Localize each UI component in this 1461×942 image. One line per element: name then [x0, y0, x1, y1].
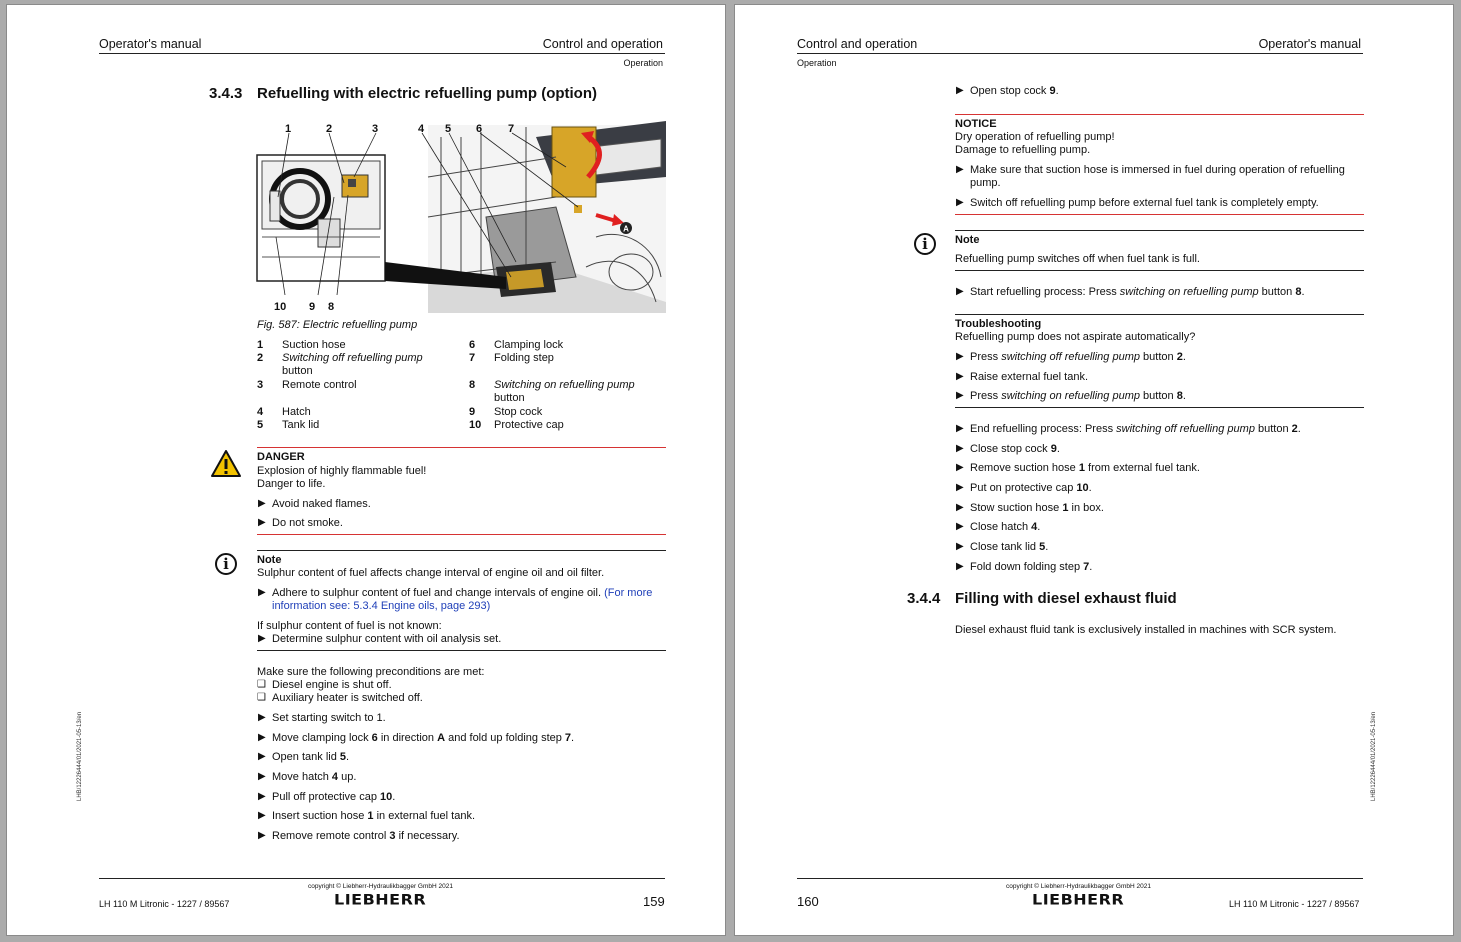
step-protective-cap: Pull off protective cap 10. [272, 791, 396, 803]
step-bullet: ▶ [258, 771, 266, 782]
troubleshooting-line-1: Refuelling pump does not aspirate automatically? [955, 331, 1196, 343]
callout-6: 6 [476, 123, 483, 135]
section-number: 3.4.4 [907, 590, 941, 607]
step-bullet: ▶ [956, 85, 964, 96]
warning-triangle-icon [210, 449, 242, 478]
note-line-1: Sulphur content of fuel affects change interval of engine oil and oil filter. [257, 567, 605, 579]
page-number: 160 [797, 894, 819, 909]
legend-num: 10 [469, 419, 482, 431]
step-bullet: ▶ [956, 371, 964, 382]
legend-num: 2 [257, 352, 264, 364]
callout-2: 2 [326, 123, 333, 135]
footer-rule [99, 878, 665, 879]
note-title: Note [257, 554, 282, 566]
page-160 [734, 4, 1454, 936]
danger-top-rule [257, 447, 666, 448]
note-title: Note [955, 234, 980, 246]
step-starting-switch: Set starting switch to 1. [272, 712, 386, 724]
footer-model: LH 110 M Litronic - 1227 / 89567 [1229, 899, 1360, 909]
refuelling-pump-figure [256, 117, 666, 317]
step-bullet: ▶ [258, 587, 266, 598]
legend-text: Switching off refuelling pump [282, 352, 423, 364]
step-hatch: Move hatch 4 up. [272, 771, 357, 783]
legend-num: 3 [257, 379, 264, 391]
legend-num: 9 [469, 406, 476, 418]
page-159 [6, 4, 726, 936]
liebherr-logo: LIEBHERR [1032, 890, 1125, 909]
section-title: Refuelling with electric refuelling pump (option) [257, 85, 598, 102]
footer-model: LH 110 M Litronic - 1227 / 89567 [99, 899, 230, 909]
step-close-hatch: Close hatch 4. [970, 521, 1041, 533]
danger-step-1: Avoid naked flames. [272, 498, 371, 510]
legend-num: 1 [257, 339, 264, 351]
document-code: LHB/12226444/01/2021-05-13/en [1371, 711, 1377, 801]
legend-text: button [282, 365, 313, 377]
step-close-tank-lid: Close tank lid 5. [970, 541, 1049, 553]
troubleshooting-title: Troubleshooting [955, 318, 1042, 330]
legend-text: Stop cock [494, 406, 543, 418]
danger-title: DANGER [257, 451, 305, 463]
note-line-2: If sulphur content of fuel is not known: [257, 620, 442, 632]
footer-rule [797, 878, 1363, 879]
step-start-refuelling: Start refuelling process: Press switching on refuelling pump button 8. [970, 286, 1305, 298]
header-right: Control and operation [542, 37, 663, 51]
note-step-1 [272, 587, 672, 600]
legend-num: 7 [469, 352, 476, 364]
step-bullet: ▶ [956, 541, 964, 552]
step-bullet: ▶ [258, 791, 266, 802]
step-bullet: ▶ [258, 830, 266, 841]
danger-step-2: Do not smoke. [272, 517, 343, 529]
callout-4: 4 [418, 123, 425, 135]
checkbox-icon: ❑ [257, 692, 266, 703]
legend-num: 8 [469, 379, 476, 391]
header-left: Operator's manual [99, 37, 202, 51]
refuelling-pump-illustration [256, 117, 666, 317]
troubleshooting-step-1: Press switching off refuelling pump button 2. [970, 351, 1186, 363]
info-icon: i [215, 553, 237, 575]
legend-text: Remote control [282, 379, 357, 391]
callout-5: 5 [445, 123, 452, 135]
troubleshooting-top-rule [955, 314, 1364, 315]
step-bullet: ▶ [956, 164, 964, 175]
header-rule [99, 53, 665, 54]
section-text: Diesel exhaust fluid tank is exclusively installed in machines with SCR system. [955, 624, 1337, 636]
copyright: copyright © Liebherr-Hydraulikbagger GmbH 2021 [308, 883, 453, 890]
section-heading [209, 85, 597, 102]
notice-step-1-cont: pump. [970, 177, 1001, 189]
legend-num: 5 [257, 419, 264, 431]
notice-step-1: Make sure that suction hose is immersed in fuel during operation of refuelling [970, 164, 1345, 176]
precondition-2: Auxiliary heater is switched off. [272, 692, 423, 704]
callout-8: 8 [328, 301, 335, 313]
step-remove-suction-hose: Remove suction hose 1 from external fuel tank. [970, 462, 1200, 474]
step-bullet: ▶ [258, 810, 266, 821]
step-bullet: ▶ [258, 712, 266, 723]
danger-line-1: Explosion of highly flammable fuel! [257, 465, 427, 477]
note-bottom-rule [257, 650, 666, 651]
document-code: LHB/12226444/01/2021-05-13/en [77, 711, 83, 801]
step-bullet: ▶ [258, 751, 266, 762]
danger-line-2: Danger to life. [257, 478, 326, 490]
danger-bottom-rule [257, 534, 666, 535]
header-sub: Operation [623, 58, 663, 68]
troubleshooting-step-3: Press switching on refuelling pump button 8. [970, 390, 1186, 402]
legend-text: Tank lid [282, 419, 320, 431]
page-number: 159 [643, 894, 665, 909]
legend-text: Folding step [494, 352, 554, 364]
callout-10: 10 [274, 301, 287, 313]
step-close-stop-cock: Close stop cock 9. [970, 443, 1060, 455]
callout-7: 7 [508, 123, 515, 135]
section-heading [907, 590, 1177, 607]
figure-caption: Fig. 587: Electric refuelling pump [257, 319, 418, 331]
step-bullet: ▶ [956, 482, 964, 493]
step-bullet: ▶ [956, 286, 964, 297]
step-stow-hose: Stow suction hose 1 in box. [970, 502, 1104, 514]
figure-marker-a: A [623, 224, 629, 234]
header-rule [797, 53, 1363, 54]
notice-line-2: Damage to refuelling pump. [955, 144, 1091, 156]
step-bullet: ▶ [956, 561, 964, 572]
step-bullet: ▶ [956, 443, 964, 454]
notice-title: NOTICE [955, 118, 997, 130]
header-sub: Operation [797, 58, 837, 68]
step-bullet: ▶ [258, 732, 266, 743]
step-bullet: ▶ [956, 351, 964, 362]
section-title: Filling with diesel exhaust fluid [955, 590, 1177, 607]
legend-text: Switching on refuelling pump [494, 379, 635, 391]
troubleshooting-bottom-rule [955, 407, 1364, 408]
step-clamping-lock: Move clamping lock 6 in direction A and fold up folding step 7. [272, 732, 575, 744]
step-bullet: ▶ [258, 517, 266, 528]
step-tank-lid: Open tank lid 5. [272, 751, 350, 763]
step-bullet: ▶ [956, 390, 964, 401]
step-bullet: ▶ [956, 462, 964, 473]
note-step-1-text: Adhere to sulphur content of fuel and change intervals of engine oil. [272, 587, 602, 599]
preconditions-intro: Make sure the following preconditions are met: [257, 666, 485, 678]
precondition-1: Diesel engine is shut off. [272, 679, 392, 691]
note-bottom-rule [955, 270, 1364, 271]
legend-text: Hatch [282, 406, 311, 418]
notice-line-1: Dry operation of refuelling pump! [955, 131, 1115, 143]
step-bullet: ▶ [956, 521, 964, 532]
troubleshooting-step-2: Raise external fuel tank. [970, 371, 1089, 383]
callout-1: 1 [285, 123, 292, 135]
section-number: 3.4.3 [209, 85, 243, 102]
step-end-refuelling: End refuelling process: Press switching off refuelling pump button 2. [970, 423, 1301, 435]
step-open-stop-cock: Open stop cock 9. [970, 85, 1059, 97]
step-remote-control: Remove remote control 3 if necessary. [272, 830, 460, 842]
step-bullet: ▶ [956, 197, 964, 208]
engine-oils-link[interactable]: (For more [604, 587, 653, 599]
legend-text: Suction hose [282, 339, 346, 351]
copyright: copyright © Liebherr-Hydraulikbagger GmbH 2021 [1006, 883, 1151, 890]
note-top-rule [955, 230, 1364, 231]
step-bullet: ▶ [258, 633, 266, 644]
step-put-on-cap: Put on protective cap 10. [970, 482, 1092, 494]
checkbox-icon: ❑ [257, 679, 266, 690]
header-right: Operator's manual [1258, 37, 1361, 51]
legend-num: 6 [469, 339, 476, 351]
engine-oils-link-cont[interactable]: information see: 5.3.4 Engine oils, page 293) [272, 600, 491, 612]
step-bullet: ▶ [956, 502, 964, 513]
info-icon: i [914, 233, 936, 255]
liebherr-logo: LIEBHERR [334, 890, 427, 909]
note-step-2: Determine sulphur content with oil analysis set. [272, 633, 502, 645]
notice-bottom-rule [955, 214, 1364, 215]
step-bullet: ▶ [258, 498, 266, 509]
legend-text: Clamping lock [494, 339, 564, 351]
header-left: Control and operation [797, 37, 918, 51]
note-top-rule [257, 550, 666, 551]
legend-text: button [494, 392, 525, 404]
callout-3: 3 [372, 123, 379, 135]
notice-top-rule [955, 114, 1364, 115]
callout-9: 9 [309, 301, 316, 313]
step-suction-hose: Insert suction hose 1 in external fuel tank. [272, 810, 476, 822]
step-bullet: ▶ [956, 423, 964, 434]
legend-text: Protective cap [494, 419, 564, 431]
legend-num: 4 [257, 406, 264, 418]
notice-step-2: Switch off refuelling pump before external fuel tank is completely empty. [970, 197, 1319, 209]
step-fold-down-step: Fold down folding step 7. [970, 561, 1093, 573]
note-line-1: Refuelling pump switches off when fuel tank is full. [955, 253, 1200, 265]
